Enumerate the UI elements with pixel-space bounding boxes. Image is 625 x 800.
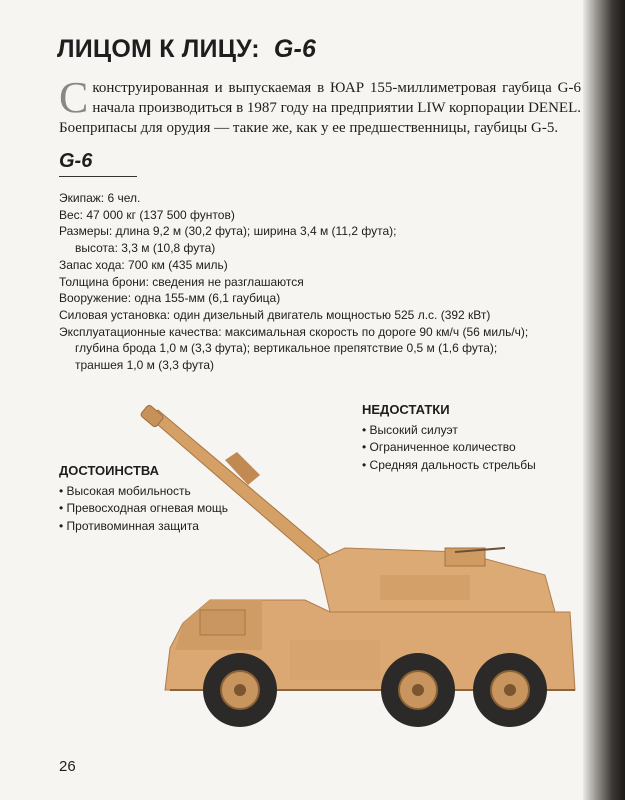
list-item: • Противоминная защита (59, 518, 228, 535)
wheel-front (203, 653, 277, 727)
list-item: • Превосходная огневая мощь (59, 500, 228, 517)
wheel-rear (473, 653, 547, 727)
spec-weight: Вес: 47 000 кг (137 500 фунтов) (59, 207, 235, 222)
wheel-middle (381, 653, 455, 727)
spec-performance: Эксплуатационные качества: максимальная скорость по дороге 90 км/ч (56 миль/ч); (59, 324, 529, 339)
list-item: • Высокий силуэт (362, 422, 536, 439)
drop-cap: С (59, 73, 89, 122)
section-title: G-6 (59, 150, 93, 172)
intro-text: конструированная и выпускаемая в ЮАР 155-миллиметровая гаубица G-6 начала производиться в 1987 году на предприятии LIW корпорации DENEL. Боеприпасы для орудия — такие же, как у ее предшественницы, гаубицы G-5. (59, 80, 581, 136)
spec-crew: Экипаж: 6 чел. (59, 191, 141, 205)
page-number: 26 (59, 758, 76, 775)
list-item: • Высокая мобильность (59, 483, 228, 500)
turret (318, 548, 555, 612)
cons-block (362, 402, 536, 474)
cons-title: НЕДОСТАТКИ (362, 402, 450, 417)
pros-list (59, 483, 228, 535)
spec-powerplant: Силовая установка: один дизельный двигатель мощностью 525 л.с. (392 кВт) (59, 307, 491, 322)
spec-armament: Вооружение: одна 155-мм (6,1 гаубица) (59, 291, 281, 306)
page-title-model: G-6 (273, 35, 317, 63)
spec-dimensions: Размеры: длина 9,2 м (30,2 фута); ширина 3,4 м (11,2 фута); (59, 224, 397, 239)
pros-title: ДОСТОИНСТВА (59, 463, 160, 478)
spec-height: высота: 3,3 м (10,8 фута) (75, 241, 216, 256)
pros-block (59, 463, 228, 535)
cons-list (362, 422, 536, 474)
list-item: • Ограниченное количество (362, 439, 536, 456)
list-item: • Средняя дальность стрельбы (362, 457, 536, 474)
spec-armor: Толщина брони: сведения не разглашаются (59, 274, 304, 289)
spec-trench: траншея 1,0 м (3,3 фута) (75, 358, 214, 373)
page-title-text: ЛИЦОМ К ЛИЦУ: (57, 35, 260, 63)
spec-ford-depth: глубина брода 1,0 м (3,3 фута); вертикальное препятствие 0,5 м (1,6 фута); (75, 341, 498, 356)
spec-range: Запас хода: 700 км (435 миль) (59, 257, 228, 272)
